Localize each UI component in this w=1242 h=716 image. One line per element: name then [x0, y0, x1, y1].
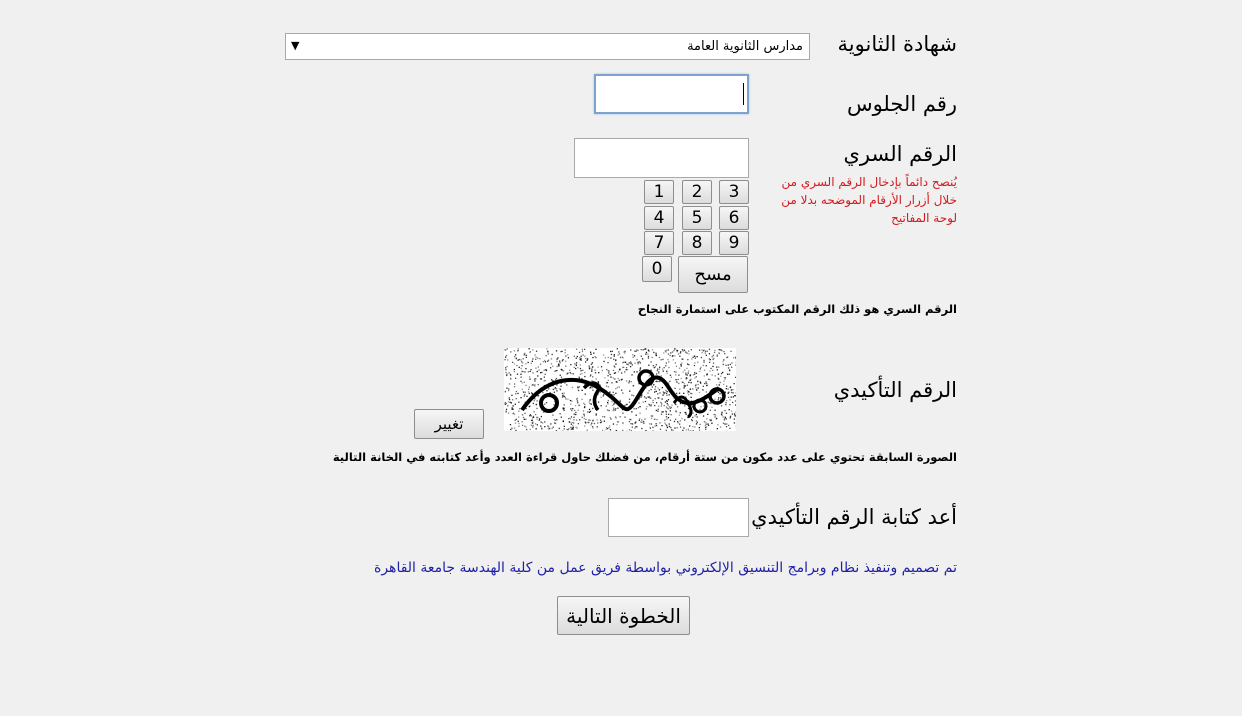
keypad-4-button[interactable]: 4	[644, 206, 674, 230]
retype-captcha-input[interactable]	[608, 498, 749, 537]
secret-number-hint: الرقم السري هو ذلك الرقم المكتوب على استمارة النجاح	[637, 302, 957, 316]
text-cursor	[743, 83, 744, 105]
keypad-3-button[interactable]: 3	[719, 180, 749, 204]
secret-number-advice: يُنصح دائماً بإدخال الرقم السري من خلال أزرار الأرقام الموضحه بدلا من لوحة المفاتيح	[781, 175, 957, 225]
captcha-label: الرقم التأكيدي	[833, 378, 957, 402]
next-step-button[interactable]: الخطوة التالية	[557, 596, 690, 635]
keypad-9-button[interactable]: 9	[719, 231, 749, 255]
keypad-5-button[interactable]: 5	[682, 206, 712, 230]
change-captcha-button[interactable]: تغيير	[414, 409, 484, 439]
clear-button[interactable]: مسح	[678, 256, 748, 293]
retype-captcha-label: أعد كتابة الرقم التأكيدي	[751, 505, 957, 529]
keypad-8-button[interactable]: 8	[682, 231, 712, 255]
keypad-7-button[interactable]: 7	[644, 231, 674, 255]
secret-number-input[interactable]	[574, 138, 749, 178]
credit-text: تم تصميم وتنفيذ نظام وبرامج التنسيق الإلكتروني بواسطة فريق عمل من كلية الهندسة جامعة القاهرة	[374, 560, 957, 576]
seat-number-label: رقم الجلوس	[846, 92, 957, 116]
captcha-hint: الصورة السابقة تحتوي على عدد مكون من ستة أرقام، من فضلك حاول قراءة العدد وأعد كتابته في الخانة التالية	[332, 450, 957, 464]
keypad-2-button[interactable]: 2	[682, 180, 712, 204]
certificate-select-wrap	[285, 33, 810, 60]
keypad-1-button[interactable]: 1	[644, 180, 674, 204]
dropdown-arrow-icon: ▼	[291, 39, 300, 52]
keypad-0-button[interactable]: 0	[642, 256, 672, 282]
certificate-label: شهادة الثانوية	[837, 32, 957, 56]
secret-number-label: الرقم السري	[843, 142, 957, 166]
captcha-image	[504, 348, 736, 431]
seat-number-input[interactable]	[594, 74, 749, 114]
keypad-6-button[interactable]: 6	[719, 206, 749, 230]
certificate-select[interactable]	[285, 33, 810, 60]
